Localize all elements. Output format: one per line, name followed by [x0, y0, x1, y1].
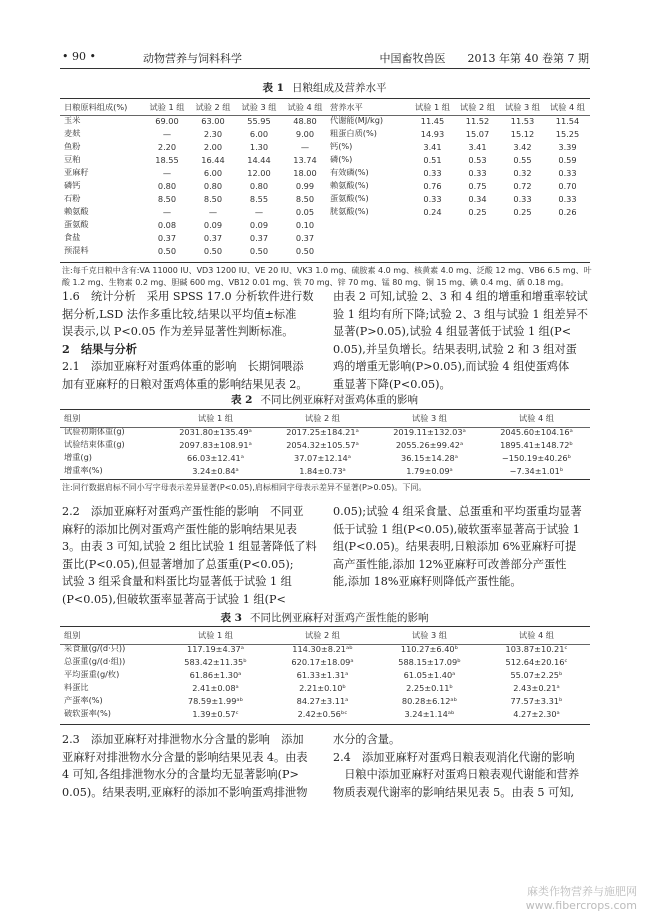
table-row	[62, 127, 590, 140]
table-cell: 9.00	[295, 128, 315, 139]
table-cell: 破软蛋率(%)	[64, 708, 111, 718]
table-cell: 0.76	[423, 180, 442, 191]
table-cell: 14.93	[420, 128, 445, 139]
column-header: 试验 4 组	[519, 630, 554, 640]
table2-body	[62, 425, 590, 477]
table-cell: 2.21±0.10ᵇ	[299, 682, 346, 693]
section-2-2-cont: 0.05);试验 4 组采食量、总蛋重和平均蛋重均显著 低于试验 1 组(P<0.05),破软蛋率显著高于试验 1 组(P<0.05)。结果表明,日粮添加 6%亚麻籽可提 高产蛋性能,添加 12%亚麻籽可改善部分产蛋性 能,添加 18%亚麻籽则降低产蛋性能。	[333, 505, 582, 589]
table-row	[62, 205, 590, 218]
table-cell	[328, 244, 410, 257]
table-cell: 512.64±20.16ᶜ	[505, 656, 568, 667]
table-cell: 0.10	[295, 219, 315, 230]
header-rule	[60, 68, 590, 69]
table-cell: −150.19±40.26ᵇ	[501, 452, 572, 463]
table-cell: 磷钙	[64, 180, 81, 190]
table-cell: 8.50	[203, 193, 223, 204]
table-cell: 豆粕	[64, 154, 81, 164]
table-row	[62, 668, 590, 681]
table-row	[62, 140, 590, 153]
table-cell: —	[254, 206, 264, 217]
table-cell: 0.55	[513, 154, 532, 165]
table-cell: 6.00	[203, 167, 223, 178]
table-cell: 0.53	[468, 154, 487, 165]
table-cell: 蛋氨酸(%)	[330, 193, 369, 203]
table-cell: 2.00	[203, 141, 223, 152]
table-cell: 产蛋率(%)	[64, 695, 103, 705]
table-cell: 试验初期体重(g)	[64, 426, 125, 436]
column-header: 试验 3 组	[241, 102, 277, 112]
table-cell	[545, 231, 590, 244]
table-cell: 103.87±10.21ᶜ	[505, 643, 568, 654]
table1-bottom-rule	[60, 262, 590, 263]
table-cell: 0.33	[423, 193, 442, 204]
table-cell: 77.57±3.31ᵇ	[510, 695, 563, 706]
column-header: 试验 2 组	[195, 102, 231, 112]
table-cell: 0.05	[295, 206, 315, 217]
table-cell: 2.41±0.08ᵃ	[192, 682, 239, 693]
table3-header-row	[62, 629, 590, 642]
column-header: 组别	[64, 630, 81, 640]
table-cell: 鱼粉	[64, 141, 81, 151]
column-header: 组别	[64, 413, 81, 423]
table-cell: 1.30	[249, 141, 269, 152]
table-row	[62, 192, 590, 205]
table-cell: 0.34	[468, 193, 487, 204]
table-cell: 14.44	[247, 154, 271, 165]
table-cell: 78.59±1.99ᵃᵇ	[187, 695, 244, 706]
table1-title: 表 1 日粮组成及营养水平	[262, 82, 387, 94]
table-row	[62, 244, 590, 257]
table-row	[62, 166, 590, 179]
table-cell: 0.70	[558, 180, 577, 191]
table-cell: 12.00	[247, 167, 271, 178]
table-cell: 0.37	[157, 232, 177, 243]
table1-header-rule	[60, 115, 590, 116]
table-cell: 0.80	[157, 180, 177, 191]
table-cell: —	[162, 206, 172, 217]
table-cell: 石粉	[64, 193, 81, 203]
table1-body	[62, 114, 590, 257]
table-cell	[410, 244, 455, 257]
table-cell: 588.15±17.09ᵇ	[398, 656, 461, 667]
table-cell: 2097.83±108.91ᵃ	[179, 439, 252, 450]
table-cell: 0.50	[203, 245, 223, 256]
column-header: 试验 3 组	[412, 630, 447, 640]
table-cell: 2.25±0.11ᵇ	[406, 682, 453, 693]
column-header: 试验 1 组	[149, 102, 185, 112]
table-cell: 36.15±14.28ᵃ	[401, 452, 458, 463]
table-cell: 0.33	[468, 167, 487, 178]
table-cell: 80.28±6.12ᵃᵇ	[401, 695, 458, 706]
section-2-3: 2.3 添加亚麻籽对排泄物水分含量的影响 添加 亚麻籽对排泄物水分含量的影响结果见表 4。由表 4 可知,各组排泄物水分的含量均无显著影响(P> 0.05)。结果表明,亚麻籽的添加不影响蛋鸡排泄物	[62, 733, 308, 799]
table-cell: 3.24±0.84ᵃ	[192, 465, 239, 476]
table-cell: 玉米	[64, 115, 81, 125]
table-cell	[328, 231, 410, 244]
table-cell: 583.42±11.35ᵇ	[184, 656, 247, 667]
table-cell: 0.37	[249, 232, 269, 243]
table2-bottom-rule	[60, 479, 590, 480]
table-cell: 6.00	[249, 128, 269, 139]
table-cell: 4.27±2.30ᵃ	[513, 708, 560, 719]
table-cell: 0.37	[295, 232, 315, 243]
table-cell: 0.50	[249, 245, 269, 256]
section-1-6-stats: 1.6 统计分析 采用 SPSS 17.0 分析软件进行数 据分析,LSD 法作多重比较,结果以平均值±标准 误表示,以 P<0.05 作为差异显著性判断标准。 2 结果与分析 2.1 添加亚麻籽对蛋鸡体重的影响 长期饲喂添 加有亚麻籽的日粮对蛋鸡体重的影响结果见表 2。	[62, 290, 314, 391]
table-cell	[500, 231, 545, 244]
table1-header-row	[62, 101, 590, 114]
table-cell: 69.00	[155, 115, 179, 126]
table-cell: —	[162, 167, 172, 178]
table-cell	[500, 218, 545, 231]
table-cell: 0.25	[513, 206, 532, 217]
table-cell: 0.80	[249, 180, 269, 191]
table-cell: 麦麸	[64, 128, 81, 138]
table2-header-row	[62, 412, 590, 425]
table-cell: 代谢能(MJ/kg)	[330, 115, 384, 125]
table-cell: 试验结束体重(g)	[64, 439, 125, 449]
table-cell: 平均蛋重(g/枚)	[64, 669, 120, 679]
table-cell: 0.75	[468, 180, 487, 191]
table-cell: 增重(g)	[64, 452, 92, 462]
column-header: 试验 1 组	[198, 630, 233, 640]
table-cell: 2031.80±135.49ᵃ	[179, 426, 252, 437]
table2	[62, 412, 590, 477]
table-cell: 0.72	[513, 180, 532, 191]
table-cell: 0.25	[468, 206, 487, 217]
table3-top-rule	[60, 626, 590, 627]
table3-body	[62, 642, 590, 720]
table-cell: 37.07±12.14ᵃ	[294, 452, 351, 463]
table-row	[62, 707, 590, 720]
table-cell: 1.39±0.57ᶜ	[192, 708, 239, 719]
table-cell: 16.44	[201, 154, 225, 165]
table-cell: 食盐	[64, 232, 81, 242]
table-cell	[455, 244, 500, 257]
column-header: 试验 1 组	[415, 102, 450, 112]
column-header: 试验 2 组	[460, 102, 495, 112]
table-cell: 110.27±6.40ᵇ	[400, 643, 459, 654]
table-cell: 18.00	[293, 167, 317, 178]
column-header: 试验 3 组	[505, 102, 540, 112]
table-cell: 8.50	[157, 193, 177, 204]
table-cell: 0.50	[295, 245, 315, 256]
table-row	[62, 681, 590, 694]
table-cell: —	[300, 141, 310, 152]
table-cell: 磷(%)	[330, 154, 353, 164]
table-cell	[455, 231, 500, 244]
table-cell: 2.30	[203, 128, 223, 139]
table-cell: 0.33	[558, 167, 577, 178]
column-header: 试验 2 组	[305, 413, 340, 423]
column-header: 日粮原料组成(%)	[64, 102, 128, 112]
column-header: 试验 2 组	[305, 630, 340, 640]
table-cell: 11.45	[420, 115, 445, 126]
table-cell: 55.07±2.25ᵇ	[510, 669, 563, 680]
table-cell: 18.55	[155, 154, 179, 165]
table-cell: 55.95	[247, 115, 271, 126]
table-cell: 0.24	[423, 206, 442, 217]
table-cell: 15.25	[555, 128, 580, 139]
table-row	[62, 438, 590, 451]
table-cell	[328, 218, 410, 231]
table-cell: 0.26	[558, 206, 577, 217]
table-cell	[500, 244, 545, 257]
table-cell: 11.53	[510, 115, 535, 126]
table-cell: 钙(%)	[330, 141, 353, 151]
column-header: 试验 4 组	[519, 413, 554, 423]
column-header: 试验 4 组	[550, 102, 585, 112]
table-cell: 0.37	[203, 232, 223, 243]
table-cell: 61.33±1.31ᵃ	[296, 669, 349, 680]
table-cell: 2055.26±99.42ᵃ	[395, 439, 464, 450]
watermark: 麻类作物营养与施肥网 www.fibercrops.com	[525, 885, 637, 912]
table2-title: 表 2 不同比例亚麻籽对蛋鸡体重的影响	[231, 394, 418, 406]
table-row	[62, 218, 590, 231]
column-header: 营养水平	[330, 102, 363, 112]
table-cell: 1.79±0.09ᵃ	[406, 465, 453, 476]
table-cell: 0.99	[295, 180, 315, 191]
table-cell: 2017.25±184.21ᵃ	[286, 426, 359, 437]
table-cell: 3.39	[558, 141, 577, 152]
table3	[62, 629, 590, 720]
table-cell: 1895.41±148.72ᵇ	[500, 439, 573, 450]
table2-header-rule	[60, 427, 590, 428]
table-cell: 15.07	[465, 128, 490, 139]
table-row	[62, 451, 590, 464]
table-cell: 2045.60±104.16ᵃ	[500, 426, 573, 437]
table-cell: 0.09	[249, 219, 269, 230]
table-cell: 61.05±1.40ᵃ	[403, 669, 456, 680]
table-cell: 3.24±1.14ᵃᵇ	[404, 708, 455, 719]
table-cell: 总蛋重(g/(d·组))	[64, 656, 126, 666]
table-row	[62, 153, 590, 166]
table3-header-rule	[60, 644, 590, 645]
column-header: 试验 4 组	[287, 102, 323, 112]
column-header: 试验 1 组	[198, 413, 233, 423]
table-cell: 0.08	[157, 219, 177, 230]
table-cell	[410, 218, 455, 231]
table3-title: 表 3 不同比例亚麻籽对蛋鸡产蛋性能的影响	[220, 612, 429, 624]
table-row	[62, 179, 590, 192]
table-cell: 0.51	[423, 154, 442, 165]
table-cell: 15.12	[510, 128, 535, 139]
table1-top-rule	[60, 98, 590, 99]
table-cell	[545, 244, 590, 257]
table-cell: 114.30±8.21ᵃᵇ	[292, 643, 353, 654]
table-cell: 3.41	[468, 141, 487, 152]
section-2-1-results: 由表 2 可知,试验 2、3 和 4 组的增重和增重率较试 验 1 组均有所下降;试验 2、3 组与试验 1 组差异不 显著(P>0.05),试验 4 组显著低于试验 1 组(P< 0.05),并呈负增长。结果表明,试验 2 和 3 组对蛋 鸡的增重无影响(P>0.05),而试验 4 组使蛋鸡体 重显著下降(P<0.05)。	[333, 290, 588, 391]
column-header: 试验 3 组	[412, 413, 447, 423]
table-cell: 13.74	[293, 154, 317, 165]
journal-section: 动物营养与饲料科学	[143, 52, 242, 65]
table-cell: 赖氨酸(%)	[330, 180, 369, 190]
table-cell: 有效磷(%)	[330, 167, 369, 177]
section-2-4: 水分的含量。 2.4 添加亚麻籽对蛋鸡日粮表观消化代谢的影响 日粮中添加亚麻籽对蛋鸡日粮表观代谢能和营养 物质表观代谢率的影响结果见表 5。由表 5 可知,	[333, 733, 580, 799]
table-cell: 0.33	[558, 193, 577, 204]
table-cell: 亚麻籽	[64, 167, 89, 177]
table-cell: 84.27±3.11ᵃ	[296, 695, 349, 706]
table-cell: 8.50	[295, 193, 315, 204]
table3-bottom-rule	[60, 724, 590, 725]
table-cell: 3.42	[513, 141, 532, 152]
table-cell: 8.55	[249, 193, 269, 204]
table-cell: 48.80	[293, 115, 317, 126]
table-cell: 0.09	[203, 219, 223, 230]
table-cell: 增重率(%)	[64, 465, 103, 475]
table-cell: 2.20	[157, 141, 177, 152]
table-cell: 料蛋比	[64, 682, 89, 692]
table-cell: 61.86±1.30ᵃ	[189, 669, 242, 680]
table-cell: 0.33	[423, 167, 442, 178]
table-cell: 620.17±18.09ᵃ	[291, 656, 354, 667]
table2-top-rule	[60, 409, 590, 410]
table-cell: —	[208, 206, 218, 217]
table-cell: 63.00	[201, 115, 225, 126]
table-cell: 3.41	[423, 141, 442, 152]
table-cell: 1.84±0.73ᵃ	[299, 465, 346, 476]
table-cell	[410, 231, 455, 244]
table1-note: 注:每千克日粮中含有:VA 11000 IU、VD3 1200 IU、VE 20 IU、VK3 1.0 mg、硫胺素 4.0 mg、核黄素 4.0 mg、泛酸 12 mg、VB6 6.5 mg、叶 酸 1.2 mg、生物素 0.2 mg、胆碱 600 mg、VB12 0.01 mg、铁 70 mg、锌 70 mg、锰 80 mg、铜 15 mg、碘 0.4 mg、硒 0.18 mg。	[62, 266, 592, 287]
table-cell: 粗蛋白质(%)	[330, 128, 377, 138]
table-cell	[545, 218, 590, 231]
table1	[62, 101, 590, 257]
table-cell: 赖氨酸	[64, 206, 89, 216]
table-cell: 0.50	[157, 245, 177, 256]
journal-issue: 中国畜牧兽医 2013 年第 40 卷第 7 期	[379, 52, 589, 65]
table-cell: 2.43±0.21ᵃ	[513, 682, 560, 693]
table-cell: 117.19±4.37ᵃ	[187, 643, 244, 654]
section-2-2: 2.2 添加亚麻籽对蛋鸡产蛋性能的影响 不同亚 麻籽的添加比例对蛋鸡产蛋性能的影响结果见表 3。由表 3 可知,试验 2 组比试验 1 组显著降低了料 蛋比(P<0.05),但显著增加了总蛋重(P<0.05); 试验 3 组采食量和料蛋比均显著低于试验 1 组 (P<0.05),但破软蛋率显著高于试验 1 组(P<	[62, 505, 317, 606]
table-cell: 0.32	[513, 167, 532, 178]
table-cell: 0.59	[558, 154, 577, 165]
table-row	[62, 231, 590, 244]
table-cell	[455, 218, 500, 231]
table-cell: 2.42±0.56ᵇᶜ	[297, 708, 348, 719]
table-cell: 蛋氨酸	[64, 219, 89, 229]
page-number: • 90 •	[62, 50, 96, 63]
table-cell: −7.34±1.01ᵇ	[509, 465, 564, 476]
table-cell: 66.03±12.41ᵃ	[187, 452, 244, 463]
table-cell: —	[162, 128, 172, 139]
table-cell: 0.33	[513, 193, 532, 204]
table-row	[62, 464, 590, 477]
table-cell: 11.52	[465, 115, 490, 126]
table-cell: 0.80	[203, 180, 223, 191]
table-cell: 2019.11±132.03ᵃ	[393, 426, 466, 437]
table-cell: 预混料	[64, 245, 89, 255]
table-cell: 2054.32±105.57ᵃ	[286, 439, 359, 450]
table-cell: 11.54	[555, 115, 580, 126]
table2-note: 注:同行数据肩标不同小写字母表示差异显著(P<0.05),肩标相同字母表示差异不显著(P>0.05)。下同。	[62, 483, 427, 492]
table-row	[62, 655, 590, 668]
table-cell: 胱氨酸(%)	[330, 206, 369, 216]
table-cell: 采食量(g/(d·只))	[64, 643, 126, 653]
table-row	[62, 694, 590, 707]
